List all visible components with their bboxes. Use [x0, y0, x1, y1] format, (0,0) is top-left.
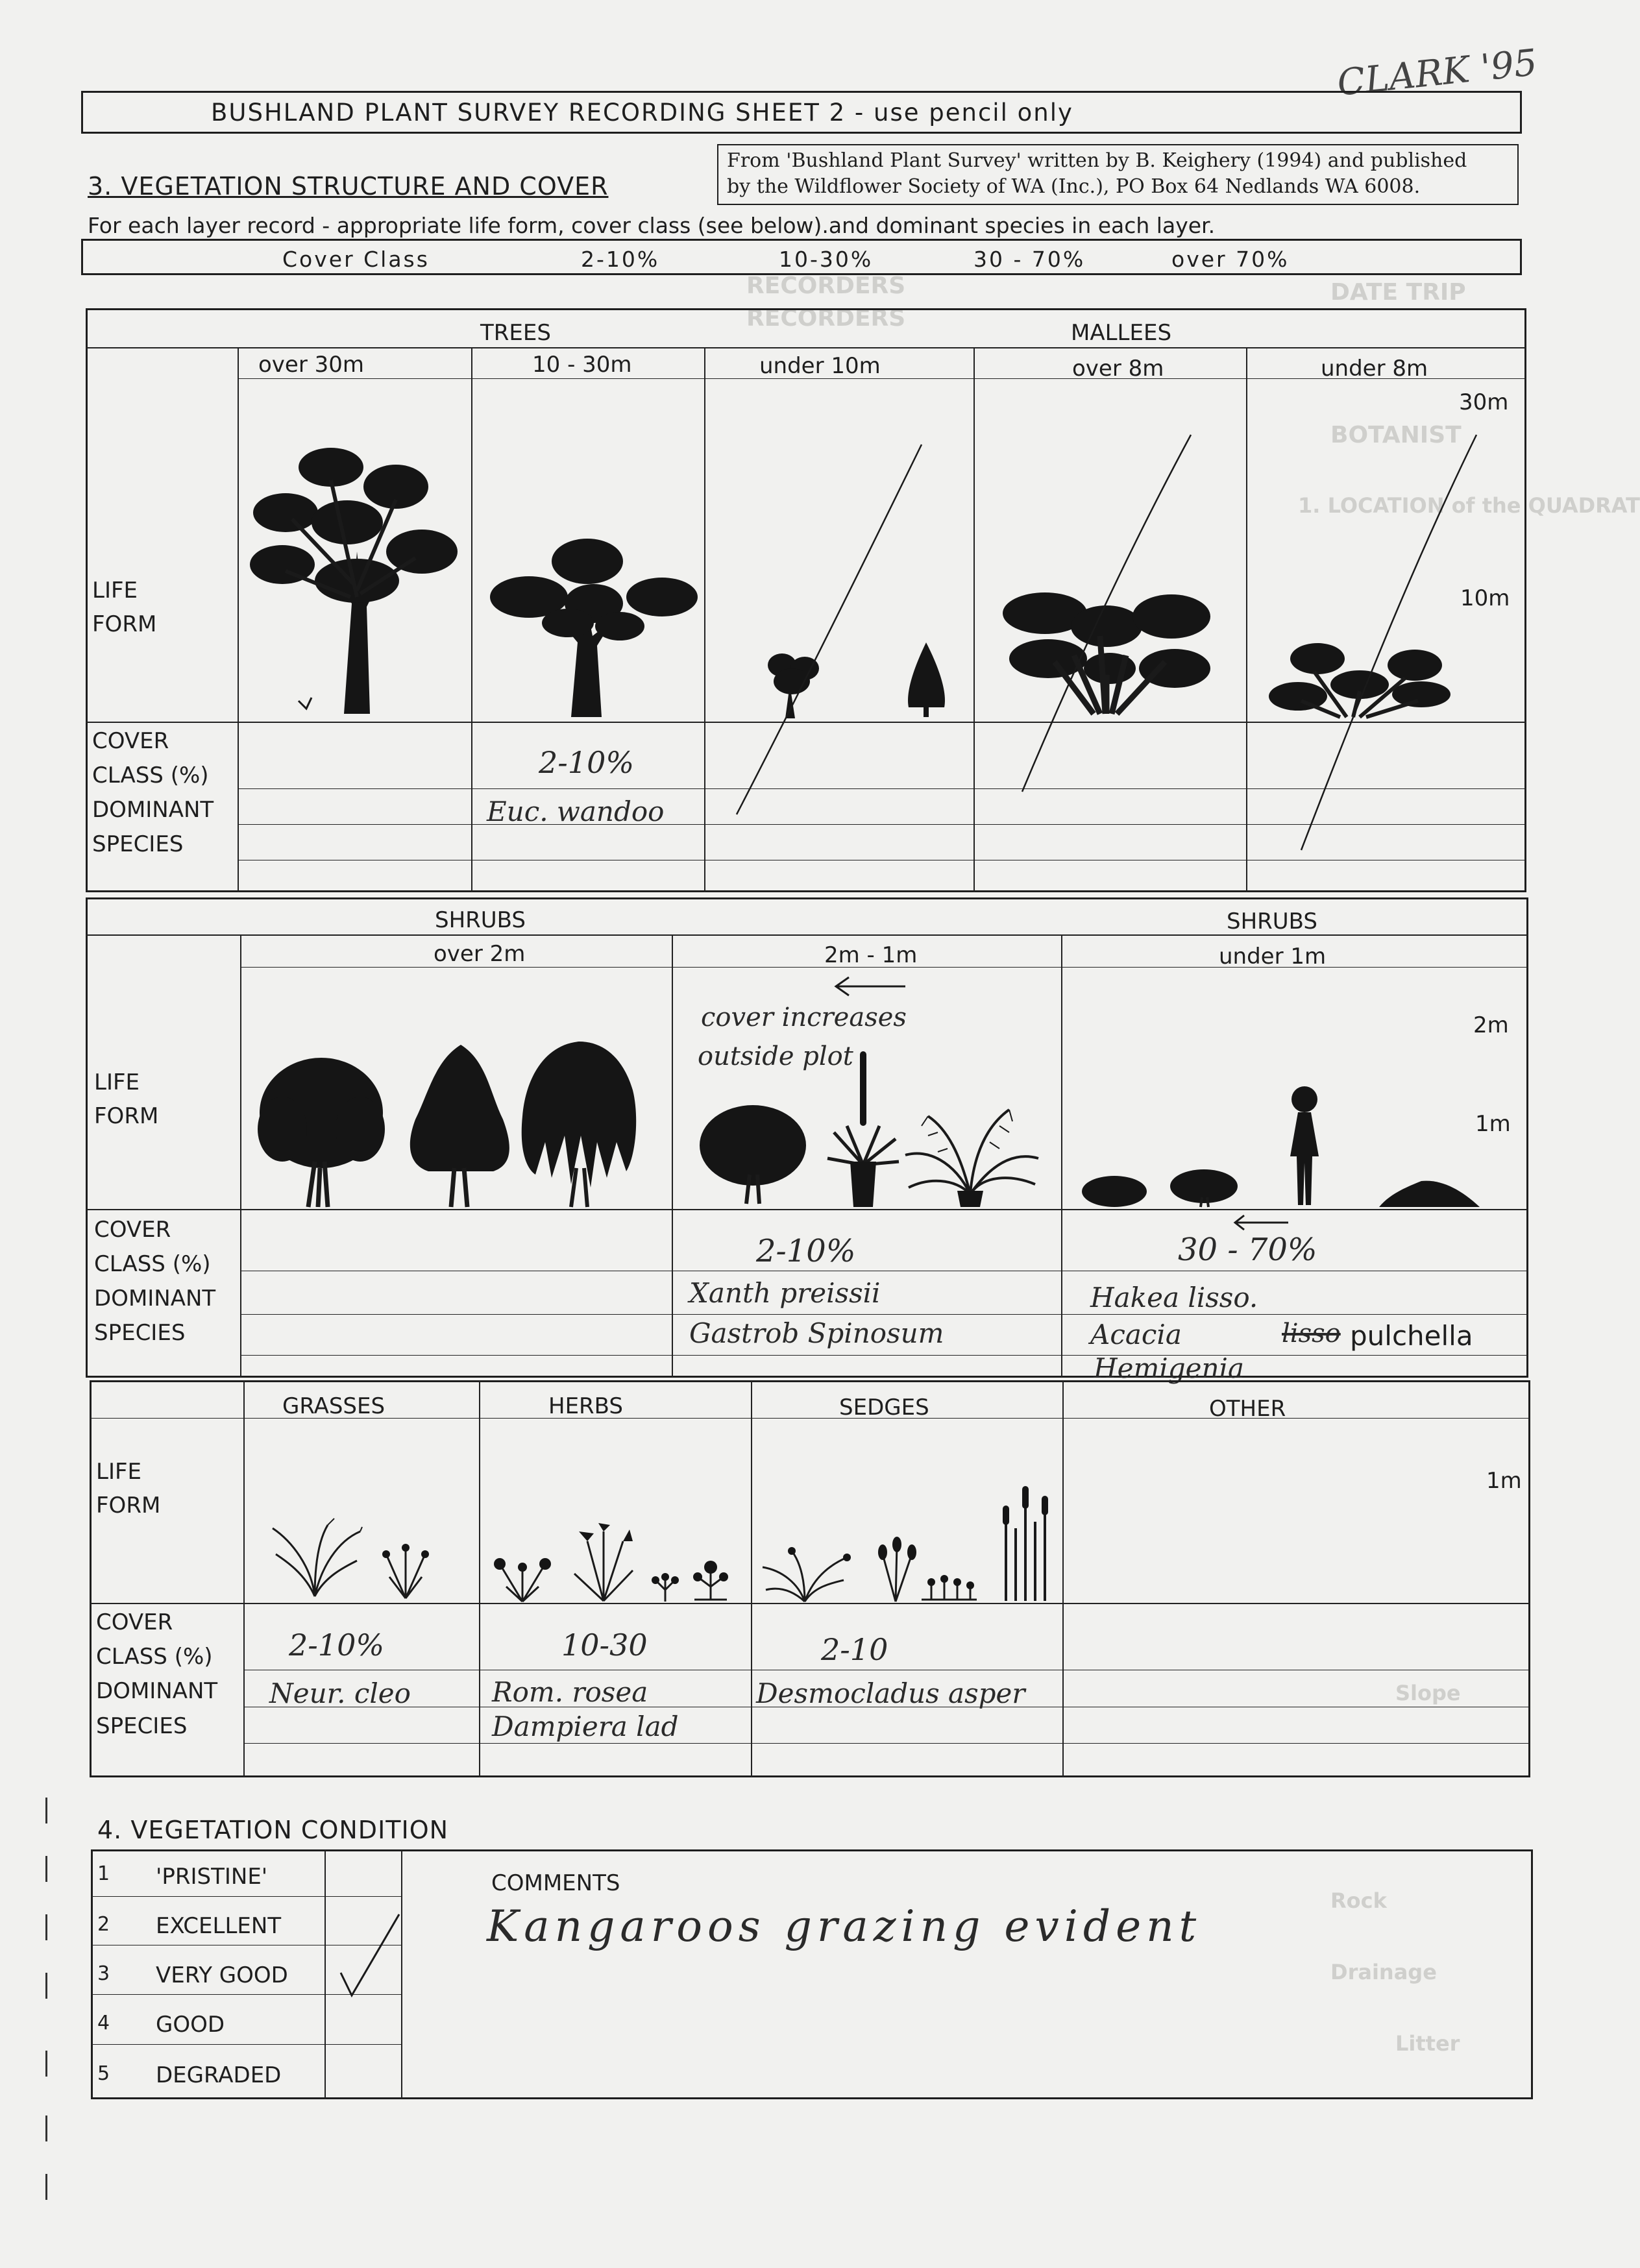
- low-shrub-2-icon: [1168, 1168, 1240, 1208]
- herbs-species-entry-2: Dampiera lad: [492, 1711, 679, 1742]
- sedges-cover-entry: 2-10: [821, 1632, 888, 1667]
- tick-mark-icon: [337, 1911, 402, 1999]
- condition-num-5: 5: [97, 2062, 110, 2085]
- source-line-2: by the Wildflower Society of WA (Inc.), PO Box 64 Nedlands WA 6008.: [727, 175, 1421, 198]
- condition-num-2: 2: [97, 1913, 110, 1936]
- showthrough-date: DATE TRIP: [1330, 279, 1466, 306]
- cover-option-1: 2-10%: [581, 247, 660, 272]
- person-scale-icon: [1279, 1085, 1330, 1210]
- shrubs-group-right: SHRUBS: [1227, 908, 1317, 934]
- shrub-drooping-icon: [519, 1038, 639, 1210]
- arrow-left-icon: [831, 972, 909, 1001]
- herbs-species-entry-1: Rom. rosea: [492, 1676, 648, 1708]
- condition-good: GOOD: [156, 2012, 225, 2038]
- scale-30m: 30m: [1459, 389, 1509, 415]
- trees-life-label-2: FORM: [92, 611, 157, 637]
- strike-stroke-over-8m: [1019, 432, 1194, 795]
- scale-1m-ground: 1m: [1486, 1468, 1522, 1494]
- ground-dominant-label-2: SPECIES: [96, 1713, 188, 1739]
- showthrough-drainage: Drainage: [1330, 1960, 1437, 1984]
- trees-cover-label-1: COVER: [92, 728, 169, 754]
- shrub-pointed-icon: [402, 1042, 516, 1210]
- strike-stroke-under-8m: [1298, 432, 1480, 853]
- grass-flowering-icon: [376, 1541, 435, 1600]
- showthrough-location: 1. LOCATION of the QUADRAT: [1298, 493, 1640, 518]
- col-trees-10-30m: 10 - 30m: [532, 352, 632, 378]
- showthrough-rock: Rock: [1330, 1888, 1387, 1913]
- clark-annotation: CLARK '95: [1335, 42, 1539, 104]
- trees-cover-label-2: CLASS (%): [92, 762, 209, 788]
- shrubs-species-2m-1m-2: Gastrob Spinosum: [689, 1317, 944, 1349]
- shrubs-group-left: SHRUBS: [435, 907, 526, 933]
- herbs-cover-entry: 10-30: [561, 1628, 648, 1663]
- fern-palm-icon: [902, 1103, 1042, 1210]
- comments-entry: Kangaroos grazing evident: [487, 1901, 1202, 1951]
- cover-option-4: over 70%: [1171, 247, 1290, 272]
- sedge-tuft-icon: [759, 1544, 850, 1603]
- rush-icon: [993, 1483, 1051, 1603]
- condition-num-4: 4: [97, 2012, 110, 2034]
- shrubs-note-1: cover increases: [701, 1003, 907, 1032]
- col-other: OTHER: [1209, 1396, 1286, 1422]
- tree-medium-icon: [490, 532, 698, 720]
- shrubs-dominant-label-2: SPECIES: [94, 1320, 186, 1346]
- col-herbs: HERBS: [548, 1393, 623, 1419]
- ground-cover-label-2: CLASS (%): [96, 1644, 213, 1670]
- comments-label: COMMENTS: [491, 1870, 620, 1896]
- cover-option-2: 10-30%: [779, 247, 874, 272]
- source-line-1: From 'Bushland Plant Survey' written by B. Keighery (1994) and published: [727, 149, 1467, 172]
- shrubs-species-correction: pulchella: [1350, 1320, 1473, 1352]
- herb-small-2-icon: [688, 1554, 733, 1603]
- condition-excellent: EXCELLENT: [156, 1913, 282, 1939]
- cover-class-label: Cover Class: [282, 247, 430, 272]
- shrubs-species-under-1m-1: Hakea lisso.: [1090, 1282, 1258, 1313]
- sedges-species-entry: Desmocladus asper: [756, 1677, 1025, 1709]
- herb-small-1-icon: [649, 1570, 681, 1603]
- showthrough-botanist: BOTANIST: [1330, 422, 1462, 448]
- shrubs-species-2m-1m-1: Xanth preissii: [689, 1277, 881, 1309]
- condition-pristine: 'PRISTINE': [156, 1864, 268, 1890]
- condition-num-1: 1: [97, 1862, 110, 1885]
- trees-life-label-1: LIFE: [92, 578, 138, 604]
- shrubs-dominant-label-1: DOMINANT: [94, 1286, 216, 1311]
- sedge-flowering-icon: [870, 1538, 922, 1603]
- ground-life-label-1: LIFE: [96, 1459, 142, 1485]
- trees-dominant-label-2: SPECIES: [92, 831, 184, 857]
- showthrough-recorders-2: RECORDERS: [746, 305, 906, 332]
- shrubs-species-under-1m-2: Acacia: [1090, 1319, 1182, 1350]
- shrubs-cover-2m-1m: 2-10%: [756, 1233, 856, 1269]
- shrubs-cover-under-1m: 30 - 70%: [1178, 1232, 1317, 1268]
- strike-stroke-under-10m: [733, 441, 928, 818]
- low-shrub-1-icon: [1081, 1173, 1149, 1209]
- section3-heading: 3. VEGETATION STRUCTURE AND COVER: [88, 172, 609, 201]
- ground-life-label-2: FORM: [96, 1493, 161, 1518]
- shrubs-note-2: outside plot: [698, 1042, 853, 1071]
- shrubs-species-under-1m-3: Hemigenia: [1094, 1352, 1245, 1384]
- mallees-group-label: MALLEES: [1071, 320, 1172, 346]
- grasses-species-entry: Neur. cleo: [269, 1677, 411, 1709]
- shrubs-cover-label-1: COVER: [94, 1217, 171, 1243]
- shrubs-life-label-2: FORM: [94, 1103, 159, 1129]
- tree-tall-icon: [247, 441, 467, 720]
- showthrough-recorders-1: RECORDERS: [746, 273, 906, 299]
- section4-heading: 4. VEGETATION CONDITION: [97, 1816, 449, 1844]
- trees-group-label: TREES: [480, 320, 551, 346]
- sedge-creeping-icon: [918, 1570, 980, 1603]
- col-grasses: GRASSES: [282, 1393, 386, 1419]
- col-mallees-over-8m: over 8m: [1072, 356, 1164, 382]
- sheet-title: BUSHLAND PLANT SURVEY RECORDING SHEET 2 - use pencil only: [211, 99, 1073, 127]
- showthrough-slope: Slope: [1395, 1681, 1461, 1705]
- grasstree-icon: [821, 1048, 905, 1210]
- ground-dominant-label-1: DOMINANT: [96, 1678, 218, 1704]
- shrubs-species-struck: lisso: [1282, 1319, 1341, 1348]
- col-shrubs-under-1m: under 1m: [1219, 944, 1327, 969]
- shrubs-cover-label-2: CLASS (%): [94, 1251, 211, 1277]
- grass-tuft-icon: [266, 1515, 363, 1600]
- trees-dominant-label-1: DOMINANT: [92, 797, 214, 823]
- shrub-small-round-icon: [698, 1100, 808, 1207]
- herb-flowers-icon: [487, 1551, 558, 1603]
- showthrough-litter: Litter: [1395, 2031, 1460, 2056]
- low-shrub-3-icon: [1376, 1176, 1483, 1208]
- condition-very-good: VERY GOOD: [156, 1962, 288, 1988]
- scale-10m: 10m: [1460, 585, 1510, 611]
- col-shrubs-2m-1m: 2m - 1m: [824, 942, 918, 968]
- trees-cover-entry: 2-10%: [539, 745, 635, 780]
- col-trees-over-30m: over 30m: [258, 352, 365, 378]
- col-shrubs-over-2m: over 2m: [434, 941, 526, 967]
- shrub-round-icon: [256, 1045, 386, 1210]
- condition-num-3: 3: [97, 1962, 110, 1985]
- shrubs-life-label-1: LIFE: [94, 1069, 140, 1095]
- arrow-left-small-icon: [1230, 1212, 1291, 1233]
- instruction-text: For each layer record - appropriate life form, cover class (see below).and dominant species in each layer.: [88, 213, 1216, 238]
- col-mallees-under-8m: under 8m: [1321, 356, 1428, 382]
- condition-degraded: DEGRADED: [156, 2062, 282, 2088]
- ground-cover-label-1: COVER: [96, 1609, 173, 1635]
- scale-2m: 2m: [1473, 1012, 1509, 1038]
- herb-lily-icon: [565, 1522, 643, 1603]
- col-trees-under-10m: under 10m: [759, 353, 881, 379]
- col-sedges: SEDGES: [839, 1395, 929, 1421]
- trees-species-entry: Euc. wandoo: [487, 796, 665, 827]
- grasses-cover-entry: 2-10%: [289, 1628, 385, 1663]
- scale-1m: 1m: [1475, 1111, 1511, 1137]
- cover-option-3: 30 - 70%: [973, 247, 1086, 272]
